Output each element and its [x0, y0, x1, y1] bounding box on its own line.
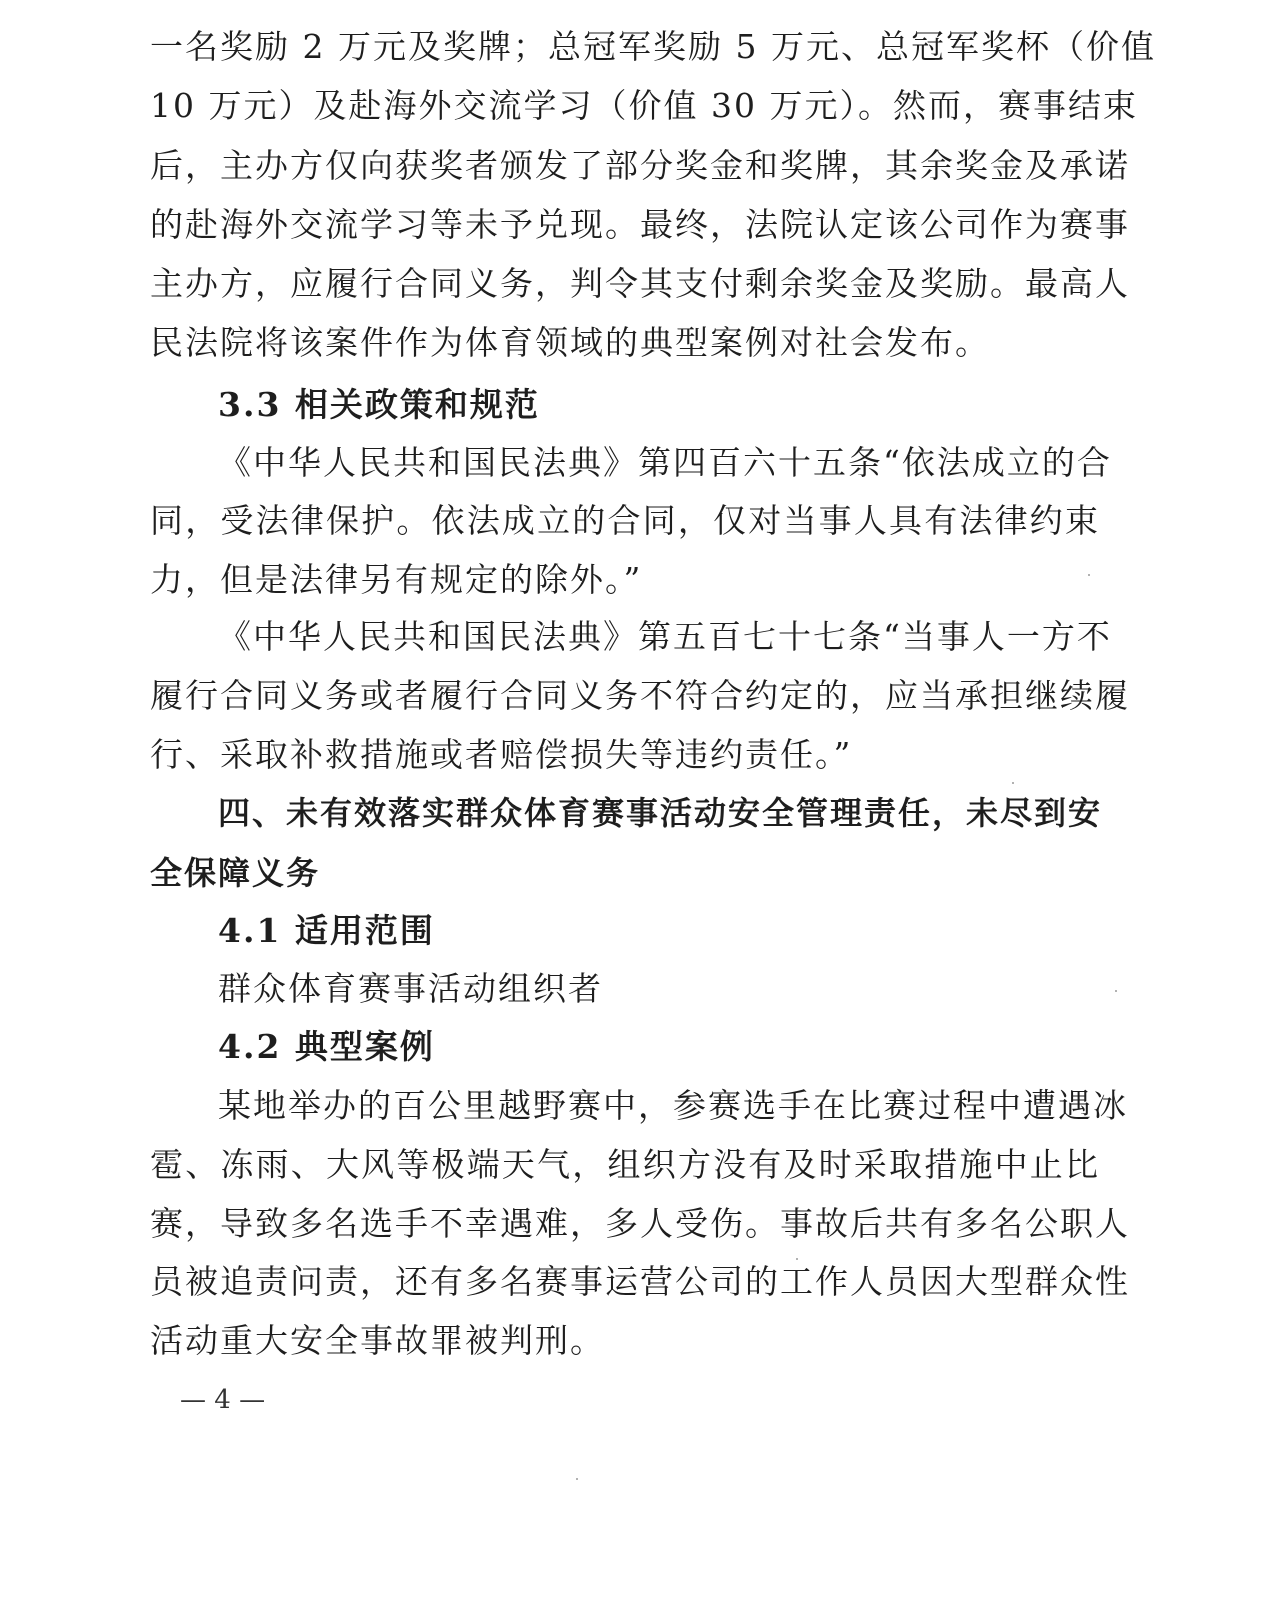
scan-speck	[576, 1478, 578, 1480]
scan-speck	[1012, 782, 1014, 784]
section-heading-3-3: 3.3 相关政策和规范	[218, 385, 540, 424]
text-line: 活动重大安全事故罪被判刑。	[150, 1321, 605, 1360]
text-line: 民法院将该案件作为体育领域的典型案例对社会发布。	[150, 323, 990, 362]
scan-speck	[796, 1258, 798, 1260]
text-line: 行、采取补救措施或者赔偿损失等违约责任。”	[150, 735, 853, 774]
text-line: 某地举办的百公里越野赛中，参赛选手在比赛过程中遭遇冰	[218, 1086, 1128, 1125]
section-heading-4: 四、未有效落实群众体育赛事活动安全管理责任，未尽到安	[218, 794, 1103, 832]
text-line: 《中华人民共和国民法典》第四百六十五条“依法成立的合	[218, 443, 1112, 482]
section-heading-4-1: 4.1 适用范围	[218, 911, 435, 950]
text-line: 主办方，应履行合同义务，判令其支付剩余奖金及奖励。最高人	[150, 264, 1130, 303]
page-number: — 4 —	[180, 1385, 266, 1415]
section-heading-4-2: 4.2 典型案例	[218, 1027, 435, 1066]
text-line: 同，受法律保护。依法成立的合同，仅对当事人具有法律约束	[150, 501, 1100, 540]
text-line: 赛，导致多名选手不幸遇难，多人受伤。事故后共有多名公职人	[150, 1204, 1130, 1243]
text-line: 一名奖励 2 万元及奖牌；总冠军奖励 5 万元、总冠军奖杯（价值	[150, 27, 1156, 66]
text-line: 的赴海外交流学习等未予兑现。最终，法院认定该公司作为赛事	[150, 205, 1130, 244]
text-line: 群众体育赛事活动组织者	[218, 969, 603, 1008]
text-line: 后，主办方仅向获奖者颁发了部分奖金和奖牌，其余奖金及承诺	[150, 146, 1130, 185]
text-line: 员被追责问责，还有多名赛事运营公司的工作人员因大型群众性	[150, 1262, 1130, 1301]
text-line: 《中华人民共和国民法典》第五百七十七条“当事人一方不	[218, 617, 1112, 656]
scan-speck	[1088, 574, 1090, 576]
section-heading-4-continued: 全保障义务	[150, 854, 321, 892]
scan-speck	[1115, 990, 1117, 992]
text-line: 力，但是法律另有规定的除外。”	[150, 560, 643, 599]
text-line: 履行合同义务或者履行合同义务不符合约定的，应当承担继续履	[150, 676, 1130, 715]
text-line: 10 万元）及赴海外交流学习（价值 30 万元）。然而，赛事结束	[150, 86, 1138, 125]
text-line: 雹、冻雨、大风等极端天气，组织方没有及时采取措施中止比	[150, 1145, 1100, 1184]
